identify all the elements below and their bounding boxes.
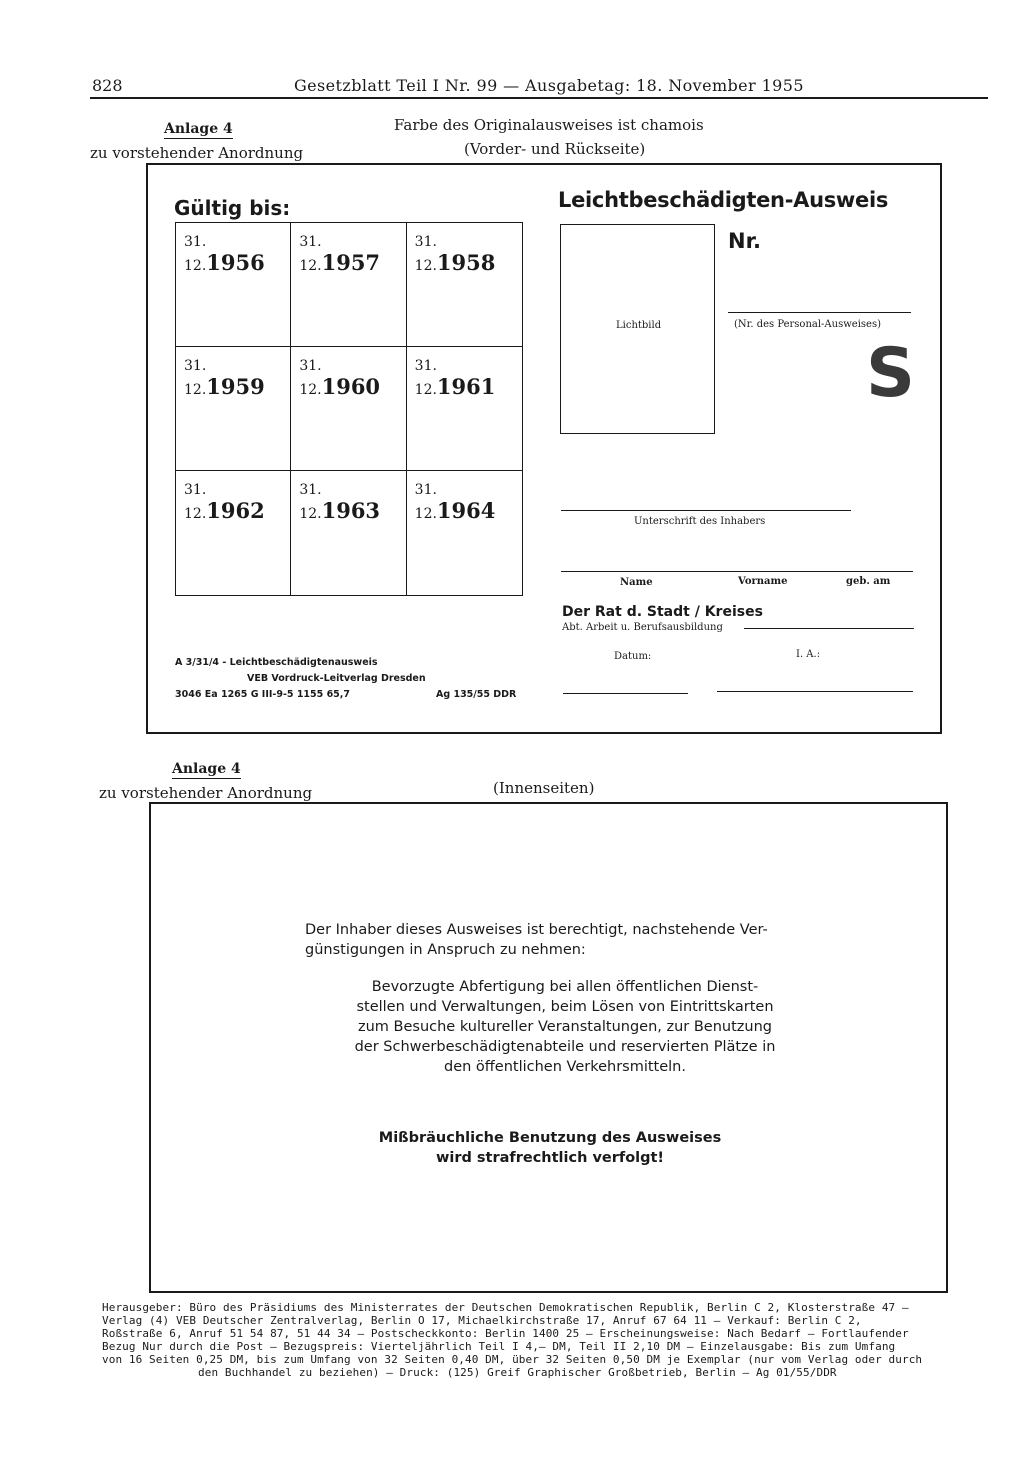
date-prefix: 31. 12. (299, 482, 322, 522)
signature-line (561, 510, 851, 511)
validity-cell (407, 223, 522, 347)
benefit-line: zum Besuche kultureller Veranstaltungen, zur Benutzung (357, 1019, 772, 1035)
date-label: Datum: (614, 651, 652, 662)
year: 1961 (436, 374, 496, 399)
date-prefix: 31. 12. (414, 234, 437, 274)
date-prefix: 31. 12. (184, 234, 207, 274)
form-number: A 3/31/4 - Leichtbeschädigtenausweis (175, 657, 378, 668)
personal-id-label: (Nr. des Personal-Ausweises) (734, 319, 881, 330)
print-code: 3046 Ea 1265 G III-9-5 1155 65,7 (175, 689, 351, 700)
department-line (744, 628, 914, 629)
inner-pages-note: (Innenseiten) (493, 779, 595, 797)
year: 1959 (206, 374, 265, 399)
benefit-line: stellen und Verwaltungen, beim Lösen von Eintrittskarten (356, 999, 774, 1015)
header-rule (90, 97, 988, 99)
date-prefix: 31. 12. (184, 358, 207, 398)
card-title: Leichtbeschädigten-Ausweis (558, 188, 889, 212)
year: 1962 (206, 498, 265, 523)
validity-cell (291, 223, 406, 347)
footer-line: von 16 Seiten 0,25 DM, bis zum Umfang von 32 Seiten 0,40 DM, über 32 Seiten 0,50 DM je Exemplar (nur vom Verlag oder durch (102, 1353, 923, 1366)
benefit-line: Bevorzugte Abfertigung bei allen öffentlichen Dienst- (371, 979, 759, 995)
year: 1956 (206, 250, 265, 275)
date-prefix: 31. 12. (184, 482, 207, 522)
footer-line: den Buchhandel zu beziehen) — Druck: (125) Greif Graphischer Großbetrieb, Berlin — Ag 01/55/DDR (198, 1366, 837, 1379)
anordnung-label: zu vorstehender Anordnung (90, 144, 304, 162)
footer-line: Roßstraße 6, Anruf 51 54 87, 51 44 34 — Postscheckkonto: Berlin 1400 25 — Erscheinungsweise: Nach Bedarf — Fortlaufender (102, 1327, 909, 1340)
year: 1963 (321, 498, 381, 523)
s-mark: S (866, 334, 915, 413)
ia-line (717, 691, 913, 692)
ia-label: I. A.: (796, 649, 821, 660)
date-line (563, 693, 688, 694)
intro-line: günstigungen in Anspruch zu nehmen: (305, 942, 586, 958)
validity-cell (407, 347, 522, 471)
photo-label: Lichtbild (616, 320, 662, 331)
date-prefix: 31. 12. (299, 234, 322, 274)
license-code: Ag 135/55 DDR (436, 689, 517, 700)
footer-line: Herausgeber: Büro des Präsidiums des Ministerrates der Deutschen Demokratischen Republik, Berlin C 2, Klosterstraße 47 — (102, 1301, 909, 1314)
color-note: Farbe des Originalausweises ist chamois (394, 116, 704, 134)
page-number: 828 (92, 76, 123, 95)
benefit-line: den öffentlichen Verkehrsmitteln. (444, 1059, 686, 1075)
name-line (561, 571, 913, 572)
validity-cell (291, 347, 406, 471)
anlage-label-2: Anlage 4 (172, 761, 241, 777)
date-prefix: 31. 12. (414, 358, 437, 398)
benefit-line: der Schwerbeschädigtenabteile und reservierten Plätze in (354, 1039, 776, 1055)
page-header-title: Gesetzblatt Teil I Nr. 99 — Ausgabetag: 18. November 1955 (294, 76, 804, 95)
entitlement-intro (305, 920, 768, 960)
validity-cell (176, 223, 291, 347)
year: 1964 (436, 498, 496, 523)
misuse-warning (360, 1128, 740, 1168)
birth-date-label: geb. am (846, 576, 891, 587)
intro-line: Der Inhaber dieses Ausweises ist berechtigt, nachstehende Ver- (305, 922, 768, 938)
publisher-imprint: VEB Vordruck-Leitverlag Dresden (247, 673, 426, 684)
publisher-footer (102, 1301, 1002, 1379)
date-prefix: 31. 12. (299, 358, 322, 398)
name-label: Name (620, 577, 653, 588)
benefits-text (339, 977, 791, 1077)
sides-note: (Vorder- und Rückseite) (464, 140, 646, 158)
footer-line: Verlag (4) VEB Deutscher Zentralverlag, Berlin O 17, Michaelkirchstraße 17, Anruf 67 64 11 — Verkauf: Berlin C 2, (102, 1314, 862, 1327)
year: 1960 (321, 374, 381, 399)
signature-label: Unterschrift des Inhabers (634, 516, 766, 527)
footer-line: Bezug Nur durch die Post — Bezugspreis: Vierteljährlich Teil I 4,— DM, Teil II 2,10 DM — Einzelausgabe: Bis zum Umfang (102, 1340, 896, 1353)
validity-cell (291, 471, 406, 595)
year: 1957 (321, 250, 381, 275)
warning-line: Mißbräuchliche Benutzung des Ausweises (378, 1130, 722, 1146)
valid-until-label: Gültig bis: (174, 196, 291, 220)
validity-cell (176, 471, 291, 595)
nr-label: Nr. (728, 229, 761, 253)
anlage-label: Anlage 4 (164, 121, 233, 137)
validity-cell (176, 347, 291, 471)
anordnung-label-2: zu vorstehender Anordnung (99, 784, 313, 802)
department-label: Abt. Arbeit u. Berufsausbildung (562, 622, 723, 633)
date-prefix: 31. 12. (414, 482, 437, 522)
validity-cell (407, 471, 522, 595)
warning-line: wird strafrechtlich verfolgt! (435, 1150, 665, 1166)
year: 1958 (436, 250, 496, 275)
council-label: Der Rat d. Stadt / Kreises (562, 604, 763, 620)
id-number-line (728, 312, 911, 313)
first-name-label: Vorname (738, 576, 788, 587)
validity-grid (175, 222, 523, 596)
